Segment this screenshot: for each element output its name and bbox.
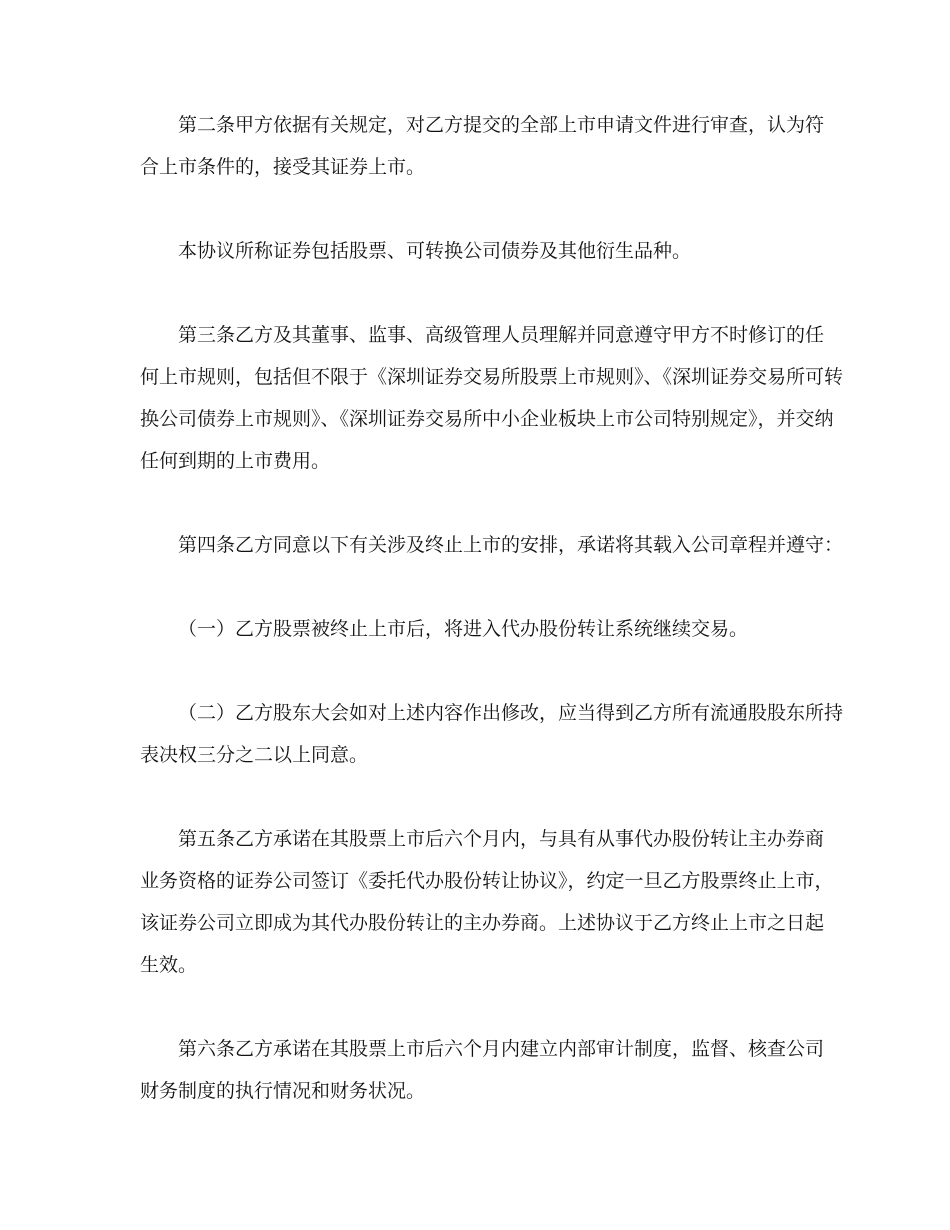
text-line: 表决权三分之二以上同意。: [140, 744, 369, 766]
text-line: 何上市规则，包括但不限于《深圳证券交易所股票上市规则》、《深圳证券交易所可转: [140, 366, 844, 388]
paragraph: [140, 314, 844, 482]
paragraph: [140, 230, 825, 272]
text-line: 财务制度的执行情况和财务状况。: [140, 1080, 426, 1102]
paragraph: [140, 524, 844, 566]
text-line: 业务资格的证券公司签订《委托代办股份转让协议》，约定一旦乙方股票终止上市，: [140, 870, 834, 892]
text-line: 换公司债券上市规则》、《深圳证券交易所中小企业板块上市公司特别规定》，并交纳: [140, 408, 834, 430]
paragraph: [140, 104, 825, 188]
text-line: 生效。: [140, 954, 198, 976]
text-line: 本协议所称证券包括股票、可转换公司债券及其他衍生品种。: [178, 240, 692, 262]
paragraph: [140, 1028, 825, 1112]
paragraph: [140, 818, 834, 986]
text-line: 第六条乙方承诺在其股票上市后六个月内建立内部审计制度，监督、核查公司: [178, 1038, 825, 1060]
text-line: （二）乙方股东大会如对上述内容作出修改，应当得到乙方所有流通股股东所持: [178, 702, 844, 724]
text-line: （一）乙方股票被终止上市后，将进入代办股份转让系统继续交易。: [178, 618, 749, 640]
document-page: [140, 104, 844, 1154]
text-line: 第二条甲方依据有关规定，对乙方提交的全部上市申请文件进行审查，认为符: [178, 114, 825, 136]
paragraph: [140, 692, 844, 776]
text-line: 任何到期的上市费用。: [140, 450, 331, 472]
text-line: 第五条乙方承诺在其股票上市后六个月内，与具有从事代办股份转让主办券商: [178, 828, 825, 850]
text-line: 第三条乙方及其董事、监事、高级管理人员理解并同意遵守甲方不时修订的任: [178, 324, 825, 346]
text-line: 该证券公司立即成为其代办股份转让的主办券商。上述协议于乙方终止上市之日起: [140, 912, 825, 934]
text-line: 合上市条件的，接受其证券上市。: [140, 156, 426, 178]
paragraph: [140, 608, 825, 650]
text-line: 第四条乙方同意以下有关涉及终止上市的安排，承诺将其载入公司章程并遵守：: [178, 534, 844, 556]
